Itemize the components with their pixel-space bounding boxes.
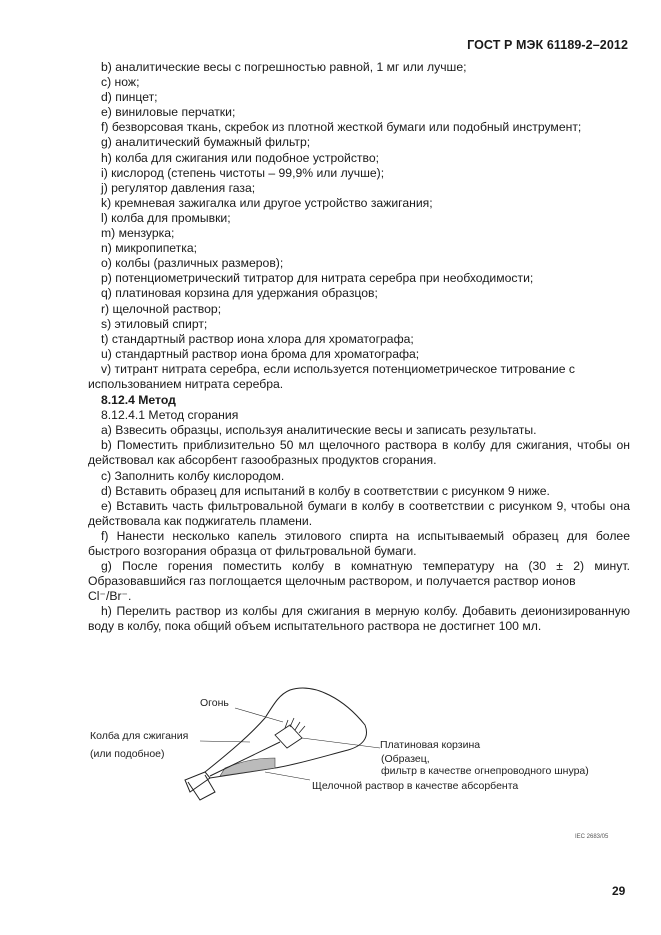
label-fire: Огонь (200, 697, 229, 709)
list-item: o) колбы (различных размеров); (101, 256, 284, 271)
step-f: f) Нанести несколько капель этилового спирта на испытываемый образец для более быстрого возгорания образца от фильтровальной бумаги. (88, 528, 630, 558)
list-item: k) кремневая зажигалка или другое устройство зажигания; (101, 195, 433, 210)
list-item: j) регулятор давления газа; (101, 180, 256, 195)
section-heading: 8.12.4 Метод (101, 393, 176, 408)
list-item-v-continuation: использованием нитрата серебра. (88, 376, 284, 391)
flask-outline (205, 688, 366, 778)
list-item-v: v) титрант нитрата серебра, если используется потенциометрическое титрование с (101, 361, 575, 376)
leader-flask (200, 741, 250, 742)
list-item: f) безворсовая ткань, скребок из плотной жесткой бумаги или подобный инструмент; (101, 120, 582, 135)
list-item: g) аналитический бумажный фильтр; (101, 135, 311, 150)
label-sample-1: (Образец, (381, 753, 430, 765)
page-number: 29 (612, 884, 626, 898)
leader-basket (302, 738, 380, 748)
list-item: t) стандартный раствор иона хлора для хроматографа; (101, 331, 414, 346)
list-item: s) этиловый спирт; (101, 316, 208, 331)
step-b: b) Поместить приблизительно 50 мл щелочного раствора в колбу для сжигания, чтобы он действовал как абсорбент газообразных продуктов сгорания. (88, 438, 630, 468)
step-g-text: g) После горения поместить колбу в комнатную температуру на (30 ± 2) минут. Образовавшийся газ поглощается щелочным раствором, и получается раствор ионов (88, 559, 630, 589)
document-body (88, 60, 630, 635)
step-g (88, 559, 630, 604)
list-item: p) потенциометрический титратор для нитрата серебра при необходимости; (101, 271, 534, 286)
label-flask-1: Колба для сжигания (90, 730, 189, 742)
list-item: c) нож; (101, 75, 140, 90)
list-item: i) кислород (степень чистоты – 99,9% или лучше); (101, 165, 385, 180)
label-solution: Щелочной раствор в качестве абсорбента (312, 780, 519, 792)
flask-stopper (188, 775, 215, 800)
figure-combustion-flask (80, 680, 620, 820)
list-item: m) мензурка; (101, 226, 175, 241)
document-header: ГОСТ Р МЭК 61189-2–2012 (467, 38, 628, 52)
list-item: r) щелочной раствор; (101, 301, 222, 316)
label-basket: Платиновая корзина (380, 739, 481, 751)
platinum-basket (275, 725, 302, 748)
label-flask-2: (или подобное) (90, 748, 165, 760)
iec-reference: IEC 2683/05 (575, 834, 609, 840)
leader-solution (265, 772, 310, 780)
label-sample-2: фильтр в качестве огнепроводного шнура) (381, 765, 589, 777)
step-e: e) Вставить часть фильтровальной бумаги в колбу в соответствии с рисунком 9, чтобы она действовала как поджигатель пламени. (88, 498, 630, 528)
step-d: d) Вставить образец для испытаний в колбу в соответствии с рисунком 9 ниже. (101, 483, 550, 498)
list-item: h) колба для сжигания или подобное устройство; (101, 150, 379, 165)
leader-fire (235, 708, 283, 722)
list-item: l) колба для промывки; (101, 210, 231, 225)
step-a: a) Взвесить образцы, используя аналитические весы и записать результаты. (101, 423, 537, 438)
flask-neck (185, 772, 210, 792)
equipment-list (88, 60, 630, 362)
list-item: d) пинцет; (101, 90, 158, 105)
list-item: u) стандартный раствор иона брома для хроматографа; (101, 346, 420, 361)
list-item: e) виниловые перчатки; (101, 105, 236, 120)
step-g-ions: Cl⁻/Br⁻. (88, 589, 132, 604)
subsection-title: 8.12.4.1 Метод сгорания (101, 408, 239, 423)
list-item: q) платиновая корзина для удержания образцов; (101, 286, 378, 301)
list-item: n) микропипетка; (101, 241, 198, 256)
step-c: c) Заполнить колбу кислородом. (101, 468, 285, 483)
list-item: b) аналитические весы с погрешностью равной, 1 мг или лучше; (101, 60, 467, 74)
step-h: h) Перелить раствор из колбы для сжигания в мерную колбу. Добавить деионизированную воду в колбу, пока общий объем испытательного раствора не достигнет 100 мл. (88, 604, 630, 634)
